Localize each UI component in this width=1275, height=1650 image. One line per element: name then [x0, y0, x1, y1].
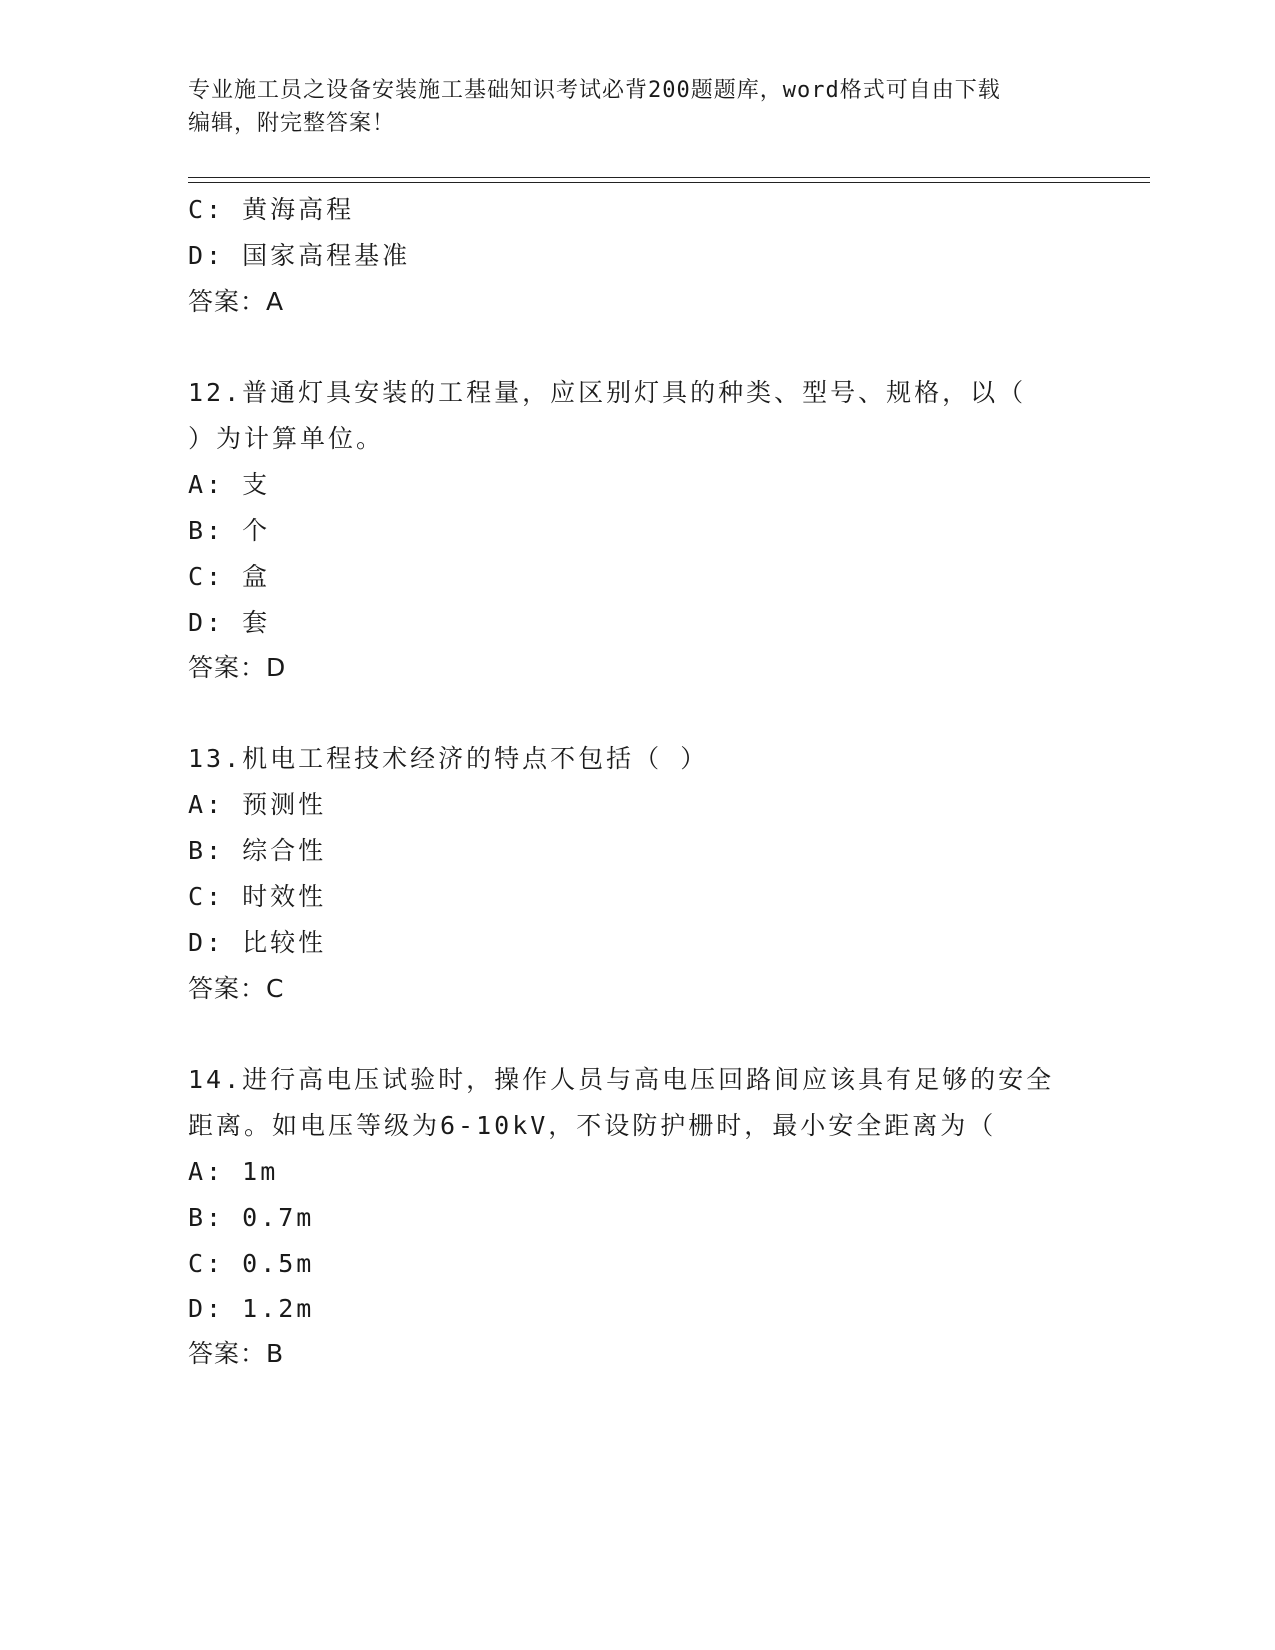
q13-option-c: C: 时效性 — [188, 882, 327, 911]
q12-answer: 答案：D — [188, 653, 287, 682]
q13-stem-line-1: 13.机电工程技术经济的特点不包括（ ） — [188, 744, 709, 773]
q12-option-c: C: 盒 — [188, 562, 271, 591]
q14-stem-line-1: 14.进行高电压试验时，操作人员与高电压回路间应该具有足够的安全 — [188, 1065, 1055, 1094]
header-title-line-1: 专业施工员之设备安装施工基础知识考试必背200题题库，word格式可自由下载 — [188, 78, 1001, 103]
q14-option-a: A: 1m — [188, 1157, 279, 1186]
q14-option-c: C: 0.5m — [188, 1249, 315, 1278]
q13-option-a: A: 预测性 — [188, 790, 327, 819]
q12-option-b: B: 个 — [188, 516, 271, 545]
q11-answer: 答案：A — [188, 287, 285, 316]
q14-answer: 答案：B — [188, 1339, 285, 1368]
q11-option-d: D: 国家高程基准 — [188, 241, 411, 270]
q11-option-c: C: 黄海高程 — [188, 195, 355, 224]
q12-option-d: D: 套 — [188, 608, 271, 637]
q12-stem-line-1: 12.普通灯具安装的工程量，应区别灯具的种类、型号、规格，以（ — [188, 378, 1027, 407]
q13-answer: 答案：C — [188, 974, 285, 1003]
header-divider-top — [188, 177, 1150, 178]
q13-option-d: D: 比较性 — [188, 928, 327, 957]
header-title-line-2: 编辑，附完整答案！ — [188, 111, 396, 136]
q14-stem-line-2: 距离。如电压等级为6-10kV，不设防护栅时，最小安全距离为（ — [188, 1111, 997, 1140]
q12-stem-line-2: ）为计算单位。 — [188, 424, 385, 453]
q14-option-b: B: 0.7m — [188, 1203, 315, 1232]
header-divider-bottom — [188, 182, 1150, 183]
q13-option-b: B: 综合性 — [188, 836, 327, 865]
q12-option-a: A: 支 — [188, 470, 271, 499]
document-header — [188, 74, 1088, 140]
q14-option-d: D: 1.2m — [188, 1294, 315, 1323]
